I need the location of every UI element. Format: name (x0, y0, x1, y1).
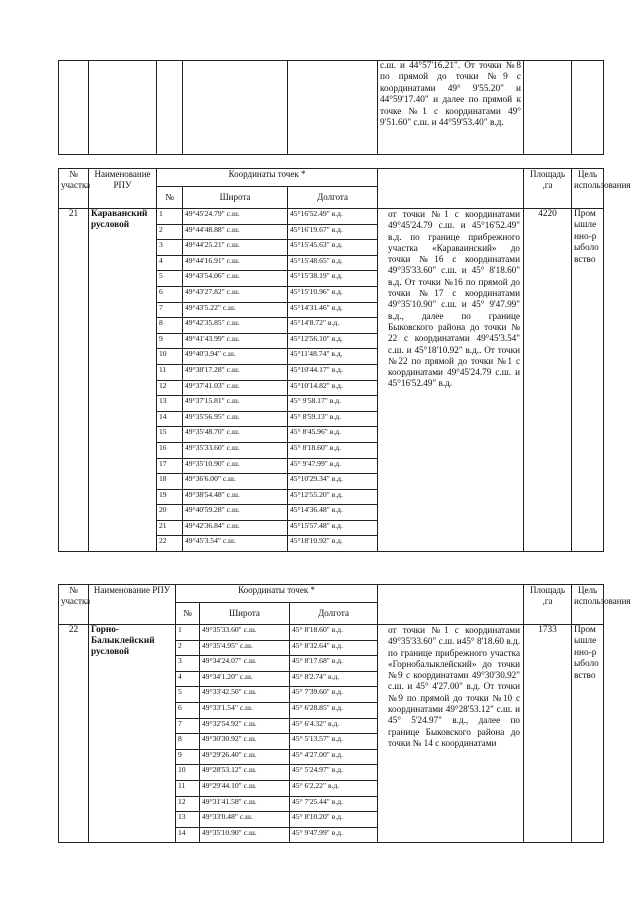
site22-point-row (59, 625, 604, 641)
site21-point-lat: 49°42'35.85" с.ш. (183, 318, 288, 334)
site-table-22 (58, 584, 631, 843)
site22-point-no: 10 (176, 765, 200, 781)
site22-point-lat: 49°29'26.40" с.ш. (200, 749, 290, 765)
top-fragment-table (58, 60, 604, 155)
site21-point-lon: 45°14'36.48" в.д. (288, 505, 378, 521)
header-lat: Широта (183, 187, 288, 209)
site22-site-name: Горно-Балыклейский русловой (89, 625, 176, 843)
site21-point-no: 22 (157, 536, 183, 552)
site22-point-lon: 45° 9'47.99" в.д. (290, 827, 378, 843)
site21-point-lon: 45°12'55.20" в.д. (288, 489, 378, 505)
site22-point-no: 11 (176, 780, 200, 796)
site21-point-no: 6 (157, 286, 183, 302)
site22-point-lon: 45° 7'25.44" в.д. (290, 796, 378, 812)
site21-point-lat: 49°36'6.00" с.ш. (183, 474, 288, 490)
header-site-no: № участка (59, 169, 89, 209)
header-coords-2: Координаты точек * (176, 585, 378, 603)
site22-point-lon: 45° 6'2.22" в.д. (290, 780, 378, 796)
site22-point-lon: 45° 6'4.32" в.д. (290, 718, 378, 734)
site21-point-lat: 49°40'3.94" с.ш. (183, 349, 288, 365)
header-purpose: Цель использования (572, 169, 604, 209)
site21-point-lat: 49°35'33.60" с.ш. (183, 442, 288, 458)
site21-point-lat: 49°40'59.28" с.ш. (183, 505, 288, 521)
site21-site-no: 21 (59, 209, 89, 552)
site21-point-no: 8 (157, 318, 183, 334)
site22-point-no: 1 (176, 625, 200, 641)
site21-point-lon: 45°16'52.49" в.д. (288, 209, 378, 225)
site21-point-no: 5 (157, 271, 183, 287)
site22-point-no: 6 (176, 702, 200, 718)
site22-purpose: Промышленно-рыболовство (572, 625, 604, 843)
site22-point-no: 3 (176, 656, 200, 672)
site21-description: от точки №1 с координатами 49°45'24.79 с.ш. и 45°16'52.49" в.д. по границе прибрежного участка «Караваинский» до точки №16 с координатами 49°35'33.60" с.ш. и 45° 8'18.60" в.д. От точки №16 по прямой до точки №17 с координатами 49°35'10.90" с.ш. и 45° 9'47.99" в.д., далее по границе Быковского района до точки № 22 с координатами 49°45'3.54" с.ш. и 45°18'10.92" в.д.. От точки №22 по прямой до точки №1 с координатами 49°45'24.79 с.ш. и 45°16'52.49" в.д. (378, 209, 524, 552)
site21-point-lon: 45° 8'45.96" в.д. (288, 427, 378, 443)
site21-point-lon: 45°14'31.46" в.д. (288, 302, 378, 318)
site21-point-lon: 45°15'48.65" в.д. (288, 255, 378, 271)
site21-point-no: 18 (157, 474, 183, 490)
site21-point-no: 17 (157, 458, 183, 474)
header-lat-2: Широта (200, 603, 290, 625)
site21-point-no: 21 (157, 520, 183, 536)
site21-point-lon: 45° 8'18.60" в.д. (288, 442, 378, 458)
site21-point-lat: 49°42'36.84" с.ш. (183, 520, 288, 536)
site21-point-lat: 49°44'16.91" с.ш. (183, 255, 288, 271)
site21-point-no: 20 (157, 505, 183, 521)
header-purpose-2: Цель использования (572, 585, 604, 625)
site21-point-no: 9 (157, 333, 183, 349)
site22-point-lon: 45° 8'18.60" в.д. (290, 625, 378, 641)
site22-description: от точки №1 с координатами 49°35'33.60" с.ш. и45° 8'18.60 в.д. по границе прибрежного участка «Горнобалыклейский» до точки №9 с координатами 49°30'30.92" с.ш. и 45° 4'27.00" в.д. От точки №9 по прямой до точки №10 с координатами 49°28'53.12" с.ш. и 45° 5'24.97" в.д., далее по границе Быковского района до точки № 14 с координатами (378, 625, 524, 843)
site22-point-lat: 49°32'54.92" с.ш. (200, 718, 290, 734)
site22-point-lat: 49°29'44.10" с.ш. (200, 780, 290, 796)
site21-point-no: 2 (157, 224, 183, 240)
site21-point-lon: 45°10'14.82" в.д. (288, 380, 378, 396)
site22-point-no: 14 (176, 827, 200, 843)
site21-point-no: 7 (157, 302, 183, 318)
site21-point-lon: 45°15'57.48" в.д. (288, 520, 378, 536)
site22-point-no: 4 (176, 671, 200, 687)
site22-point-lat: 49°34'24.07" с.ш. (200, 656, 290, 672)
site22-point-no: 8 (176, 734, 200, 750)
site21-point-lon: 45°10'44.17" в.д. (288, 364, 378, 380)
site22-point-lat: 49°30'30.92" с.ш. (200, 734, 290, 750)
site22-point-lon: 45° 5'13.57" в.д. (290, 734, 378, 750)
site21-site-name: Караванский русловой (89, 209, 157, 552)
header-coords: Координаты точек * (157, 169, 378, 187)
site21-point-no: 13 (157, 396, 183, 412)
site22-point-lat: 49°35'33.60" с.ш. (200, 625, 290, 641)
site21-point-lat: 49°38'17.28" с.ш. (183, 364, 288, 380)
site22-point-lon: 45° 6'28.85" в.д. (290, 702, 378, 718)
site21-point-lat: 49°35'48.70" с.ш. (183, 427, 288, 443)
header-lon-2: Долгота (290, 603, 378, 625)
site21-point-lon: 45°15'10.96" в.д. (288, 286, 378, 302)
site22-point-no: 2 (176, 640, 200, 656)
site21-point-no: 1 (157, 209, 183, 225)
site21-point-lon: 45°10'29.34" в.д. (288, 474, 378, 490)
site22-point-lat: 49°33'0.48" с.ш. (200, 812, 290, 828)
site22-point-lat: 49°35'4.95" с.ш. (200, 640, 290, 656)
site22-site-no: 22 (59, 625, 89, 843)
site21-point-lat: 49°41'43.99" с.ш. (183, 333, 288, 349)
site21-point-lat: 49°44'25.21" с.ш. (183, 240, 288, 256)
site21-point-lat: 49°43'5.22" с.ш. (183, 302, 288, 318)
site21-point-no: 10 (157, 349, 183, 365)
site21-point-lon: 45°12'56.10" в.д. (288, 333, 378, 349)
site21-point-lat: 49°37'41.03" с.ш. (183, 380, 288, 396)
site21-purpose: Промышленно-рыболовство (572, 209, 604, 552)
site21-point-lon: 45°18'10.92" в.д. (288, 536, 378, 552)
site22-point-lat: 49°35'10.90" с.ш. (200, 827, 290, 843)
header-point-no: № (157, 187, 183, 209)
site22-point-lon: 45° 7'39.60" в.д. (290, 687, 378, 703)
site22-point-lat: 49°33'1.54" с.ш. (200, 702, 290, 718)
site21-point-no: 16 (157, 442, 183, 458)
site21-point-no: 4 (157, 255, 183, 271)
site22-point-no: 12 (176, 796, 200, 812)
site21-point-lat: 49°43'54.06" с.ш. (183, 271, 288, 287)
site22-point-lat: 49°33'42.50" с.ш. (200, 687, 290, 703)
site22-area: 1733 (524, 625, 572, 843)
site21-point-lon: 45° 9'47.99" в.д. (288, 458, 378, 474)
site22-point-lon: 45° 8'17.68" в.д. (290, 656, 378, 672)
site21-point-no: 14 (157, 411, 183, 427)
site21-point-lat: 49°45'24.79" с.ш. (183, 209, 288, 225)
site21-point-lon: 45°16'19.67" в.д. (288, 224, 378, 240)
site21-point-no: 11 (157, 364, 183, 380)
site21-point-no: 19 (157, 489, 183, 505)
site21-point-lon: 45°11'48.74" в.д. (288, 349, 378, 365)
site22-point-lon: 45° 4'27.00" в.д. (290, 749, 378, 765)
site21-point-no: 12 (157, 380, 183, 396)
header-site-no-2: № участка (59, 585, 89, 625)
site21-point-lon: 45°14'8.72" в.д. (288, 318, 378, 334)
site21-point-lat: 49°43'27.82" с.ш. (183, 286, 288, 302)
site22-point-no: 7 (176, 718, 200, 734)
site22-point-no: 5 (176, 687, 200, 703)
site21-point-lat: 49°38'54.48" с.ш. (183, 489, 288, 505)
site21-point-lon: 45° 8'59.13" в.д. (288, 411, 378, 427)
site21-point-lat: 49°35'10.90" с.ш. (183, 458, 288, 474)
site21-point-lat: 49°37'15.81" с.ш. (183, 396, 288, 412)
site21-point-lat: 49°35'56.95" с.ш. (183, 411, 288, 427)
site22-point-lon: 45° 5'24.97" в.д. (290, 765, 378, 781)
site-table-21 (58, 168, 631, 552)
site22-point-lat: 49°34'1.20" с.ш. (200, 671, 290, 687)
site21-point-no: 3 (157, 240, 183, 256)
site21-point-no: 15 (157, 427, 183, 443)
site22-point-lat: 49°31'41.58" с.ш. (200, 796, 290, 812)
site22-point-lat: 49°28'53.12" с.ш. (200, 765, 290, 781)
site21-point-lat: 49°45'3.54" с.ш. (183, 536, 288, 552)
site21-point-lon: 45°15'45.63" в.д. (288, 240, 378, 256)
header-name: Наименование РПУ (89, 169, 157, 209)
site22-point-lon: 45° 8'10.20" в.д. (290, 812, 378, 828)
top-fragment-description: с.ш. и 44°57'16.21". От точки №8 по прямой до точки №9 с координатами 49° 9'55.20" и 44°59'17.40" и далее по прямой к точке №1 с координатами 49° 9'51.60" с.ш. и 44°59'53.40" в.д. (378, 61, 524, 155)
header-point-no-2: № (176, 603, 200, 625)
site21-area: 4220 (524, 209, 572, 552)
site21-point-lat: 49°44'48.88" с.ш. (183, 224, 288, 240)
site22-point-lon: 45° 8'32.64" в.д. (290, 640, 378, 656)
header-area-2: Площадь ,га (524, 585, 572, 625)
site22-point-no: 9 (176, 749, 200, 765)
site22-point-no: 13 (176, 812, 200, 828)
header-name-2: Наименование РПУ (89, 585, 176, 625)
site21-point-lon: 45°15'38.19" в.д. (288, 271, 378, 287)
site21-point-lon: 45° 9'58.17" в.д. (288, 396, 378, 412)
header-lon: Долгота (288, 187, 378, 209)
site22-point-lon: 45° 8'2.74" в.д. (290, 671, 378, 687)
site21-point-row (59, 209, 604, 225)
header-area: Площадь ,га (524, 169, 572, 209)
